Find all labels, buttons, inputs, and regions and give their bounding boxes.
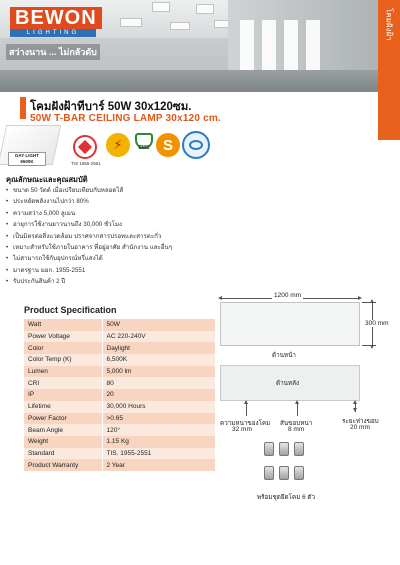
spec-key: Lifetime — [24, 401, 102, 413]
hero-ceiling-panel — [120, 18, 142, 27]
mounting-clip — [279, 442, 289, 456]
spec-value: 20 — [102, 389, 215, 401]
tis-standard-label: TIS 1955-2551 — [71, 161, 101, 166]
spec-value: 6,500K — [102, 354, 215, 366]
feature-item: • รับประกันสินค้า 2 ปี — [6, 276, 216, 287]
mounting-clips-label: พร้อมชุดยึดโคม 6 ตัว — [257, 494, 315, 501]
spec-row — [24, 389, 215, 401]
height-tick-bottom — [362, 345, 376, 346]
spec-value: 120° — [102, 424, 215, 436]
brand-slogan: สว่างนาน ... ไม่กลัวดับ — [6, 44, 100, 60]
spec-key: Standard — [24, 448, 102, 460]
emc-label: EMC — [138, 145, 150, 151]
spec-row — [24, 424, 215, 436]
hero-floor — [0, 70, 378, 92]
hero-photo — [0, 0, 378, 92]
spec-row — [24, 459, 215, 471]
features-list — [6, 185, 216, 288]
daylight-badge — [8, 152, 46, 166]
spec-key: Lumen — [24, 366, 102, 378]
features-heading: คุณลักษณะและคุณสมบัติ — [6, 175, 88, 184]
product-title-th: โคมฝังฝ้าทีบาร์ 50W 30x120ซม. — [30, 101, 192, 113]
back-view-label: ด้านหลัง — [276, 380, 300, 387]
spec-row — [24, 413, 215, 425]
height-tick-top — [362, 302, 376, 303]
spec-value: AC 220-240V — [102, 331, 215, 343]
spec-key: Watt — [24, 319, 102, 331]
eye-care-icon — [182, 131, 210, 159]
feature-item: • ไม่สามารถใช้กับอุปกรณ์หรี่แสงได้ — [6, 253, 216, 264]
spec-row — [24, 319, 215, 331]
edge-value: 8 mm — [288, 426, 305, 433]
hero-ceiling-panel — [196, 4, 214, 14]
spec-key: IP — [24, 389, 102, 401]
feature-item: • อายุการใช้งานยาวนานถึง 30,000 ชั่วโมง — [6, 219, 216, 230]
brand-logo — [10, 7, 96, 37]
spec-value: 50W — [102, 319, 215, 331]
safety-s-icon: S — [156, 133, 180, 157]
spec-row — [24, 366, 215, 378]
mounting-clip — [294, 466, 304, 480]
gap-label: ระยะห่างขอบ — [342, 418, 379, 425]
spec-value: 30,000 Hours — [102, 401, 215, 413]
thickness-value: 32 mm — [232, 426, 252, 433]
mounting-clip — [264, 442, 274, 456]
feature-item: • เหมาะสำหรับใช้ภายในอาคาร ที่อยู่อาศัย สำนักงาน และอื่นๆ — [6, 242, 216, 253]
spec-row — [24, 331, 215, 343]
daylight-badge-line1: DAY LIGHT — [15, 153, 39, 158]
front-view-label: ด้านหน้า — [272, 352, 296, 359]
gap-value: 20 mm — [350, 424, 370, 431]
spec-key: Product Warranty — [24, 459, 102, 471]
tis-standard-icon — [73, 135, 97, 159]
front-panel-diagram — [220, 302, 360, 346]
brand-name: BEWON — [10, 7, 102, 29]
spec-value: 2 Year — [102, 459, 215, 471]
product-title-en: 50W T-BAR CEILING LAMP 30x120 cm. — [30, 113, 221, 124]
spec-row — [24, 436, 215, 448]
spec-row — [24, 448, 215, 460]
edge-arrow — [295, 400, 299, 404]
edge-pointer — [297, 402, 298, 416]
mounting-clip — [279, 466, 289, 480]
spec-key: Beam Angle — [24, 424, 102, 436]
spec-value: Daylight — [102, 342, 215, 354]
spec-row — [24, 401, 215, 413]
width-arrow-right — [358, 296, 362, 300]
feature-item: • ความสว่าง 5,000 ลูเมน — [6, 208, 216, 219]
side-category-label: โคมฝังฝ้า — [384, 8, 394, 41]
feature-item: • มาตรฐาน มอก. 1955-2551 — [6, 265, 216, 276]
energy-saving-icon: ⚡ — [106, 133, 130, 157]
mounting-clip — [264, 466, 274, 480]
width-arrow-left — [218, 296, 222, 300]
thickness-label: ความหนาของโคม — [220, 420, 271, 427]
hero-ceiling-panel — [170, 22, 190, 30]
feature-item: • เป็นมิตรต่อสิ่งแวดล้อม ปราศจากสารปรอทและสารตะกั่ว — [6, 231, 216, 242]
spec-value: >0.65 — [102, 413, 215, 425]
spec-row — [24, 377, 215, 389]
gap-arrow-up — [353, 400, 357, 404]
thickness-arrow — [244, 400, 248, 404]
thickness-pointer — [246, 402, 247, 416]
spec-row — [24, 342, 215, 354]
mounting-clips-image — [260, 440, 308, 486]
spec-key: Weight — [24, 436, 102, 448]
spec-value: 80 — [102, 377, 215, 389]
spec-key: Color — [24, 342, 102, 354]
spec-key: Power Voltage — [24, 331, 102, 343]
edge-label: สันขอบหนา — [280, 420, 313, 427]
spec-key: CRI — [24, 377, 102, 389]
spec-row — [24, 354, 215, 366]
gap-arrow-down — [353, 408, 357, 412]
brand-sub: LIGHTING — [10, 29, 96, 37]
spec-value: 1.15 Kg — [102, 436, 215, 448]
title-accent-bar — [20, 97, 26, 119]
width-dimension-label: 1200 mm — [274, 292, 302, 299]
side-category-tab — [378, 0, 400, 140]
daylight-badge-line2: 6500K — [20, 159, 34, 164]
spec-key: Power Factor — [24, 413, 102, 425]
feature-item: • ประหยัดพลังงานไปกว่า 80% — [6, 196, 216, 207]
spec-value: TIS. 1955-2551 — [102, 448, 215, 460]
height-dimension-label: 300 mm — [365, 320, 389, 327]
spec-heading: Product Specification — [24, 305, 117, 315]
mounting-clip — [294, 442, 304, 456]
hero-ceiling-panel — [152, 2, 170, 12]
spec-value: 5,000 lm — [102, 366, 215, 378]
emc-icon — [133, 133, 155, 157]
spec-key: Color Temp (K) — [24, 354, 102, 366]
spec-table — [24, 319, 215, 471]
feature-item: • ขนาด 50 วัตต์ เมื่อเปรียบเทียบกับหลอดไส้ — [6, 185, 216, 196]
